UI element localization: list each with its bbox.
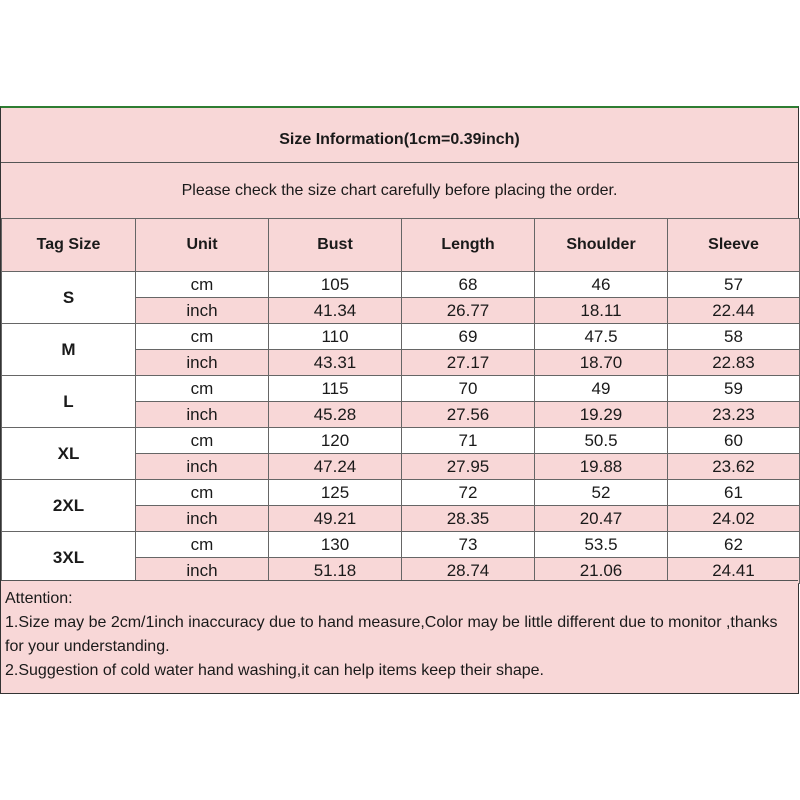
size-table	[1, 218, 800, 584]
table-row	[2, 324, 800, 350]
value-cell: 69	[402, 324, 535, 350]
value-cell: 28.74	[402, 558, 535, 584]
value-cell: 110	[269, 324, 402, 350]
size-tag: M	[2, 324, 136, 376]
value-cell: 20.47	[535, 506, 668, 532]
unit-cell: cm	[136, 324, 269, 350]
value-cell: 47.24	[269, 454, 402, 480]
value-cell: 19.88	[535, 454, 668, 480]
attention-heading: Attention:	[5, 590, 73, 607]
unit-cell: inch	[136, 402, 269, 428]
table-row	[2, 480, 800, 506]
header-unit: Unit	[136, 219, 269, 272]
value-cell: 45.28	[269, 402, 402, 428]
value-cell: 61	[668, 480, 800, 506]
value-cell: 24.02	[668, 506, 800, 532]
value-cell: 57	[668, 272, 800, 298]
value-cell: 43.31	[269, 350, 402, 376]
value-cell: 60	[668, 428, 800, 454]
size-tag: 3XL	[2, 532, 136, 584]
value-cell: 51.18	[269, 558, 402, 584]
value-cell: 115	[269, 376, 402, 402]
value-cell: 73	[402, 532, 535, 558]
value-cell: 18.70	[535, 350, 668, 376]
unit-cell: inch	[136, 454, 269, 480]
value-cell: 19.29	[535, 402, 668, 428]
value-cell: 59	[668, 376, 800, 402]
size-tag: S	[2, 272, 136, 324]
unit-cell: inch	[136, 506, 269, 532]
header-bust: Bust	[269, 219, 402, 272]
attention-line-1: 1.Size may be 2cm/1inch inaccuracy due to hand measure,Color may be little different due to monitor ,thanks for your understanding.	[5, 614, 778, 655]
value-cell: 23.23	[668, 402, 800, 428]
value-cell: 18.11	[535, 298, 668, 324]
value-cell: 22.83	[668, 350, 800, 376]
order-notice: Please check the size chart carefully before placing the order.	[1, 163, 798, 219]
value-cell: 49.21	[269, 506, 402, 532]
value-cell: 125	[269, 480, 402, 506]
value-cell: 22.44	[668, 298, 800, 324]
value-cell: 50.5	[535, 428, 668, 454]
value-cell: 27.95	[402, 454, 535, 480]
value-cell: 28.35	[402, 506, 535, 532]
header-shoulder: Shoulder	[535, 219, 668, 272]
value-cell: 41.34	[269, 298, 402, 324]
value-cell: 21.06	[535, 558, 668, 584]
value-cell: 71	[402, 428, 535, 454]
value-cell: 72	[402, 480, 535, 506]
header-sleeve: Sleeve	[668, 219, 800, 272]
unit-cell: cm	[136, 376, 269, 402]
table-row	[2, 532, 800, 558]
table-header-row	[2, 219, 800, 272]
value-cell: 27.56	[402, 402, 535, 428]
value-cell: 68	[402, 272, 535, 298]
value-cell: 46	[535, 272, 668, 298]
table-row	[2, 272, 800, 298]
value-cell: 105	[269, 272, 402, 298]
unit-cell: inch	[136, 298, 269, 324]
size-tag: 2XL	[2, 480, 136, 532]
header-length: Length	[402, 219, 535, 272]
unit-cell: inch	[136, 350, 269, 376]
unit-cell: cm	[136, 480, 269, 506]
attention-line-2: 2.Suggestion of cold water hand washing,it can help items keep their shape.	[5, 662, 544, 679]
attention-notes	[1, 580, 798, 683]
value-cell: 120	[269, 428, 402, 454]
size-tag: L	[2, 376, 136, 428]
value-cell: 70	[402, 376, 535, 402]
value-cell: 130	[269, 532, 402, 558]
unit-cell: cm	[136, 428, 269, 454]
value-cell: 27.17	[402, 350, 535, 376]
value-cell: 58	[668, 324, 800, 350]
header-tag-size: Tag Size	[2, 219, 136, 272]
value-cell: 52	[535, 480, 668, 506]
value-cell: 26.77	[402, 298, 535, 324]
size-tag: XL	[2, 428, 136, 480]
value-cell: 23.62	[668, 454, 800, 480]
value-cell: 47.5	[535, 324, 668, 350]
value-cell: 49	[535, 376, 668, 402]
unit-cell: cm	[136, 532, 269, 558]
chart-title: Size Information(1cm=0.39inch)	[1, 108, 798, 163]
table-row	[2, 376, 800, 402]
unit-cell: inch	[136, 558, 269, 584]
value-cell: 53.5	[535, 532, 668, 558]
value-cell: 62	[668, 532, 800, 558]
value-cell: 24.41	[668, 558, 800, 584]
table-row	[2, 428, 800, 454]
size-chart	[0, 106, 799, 694]
unit-cell: cm	[136, 272, 269, 298]
